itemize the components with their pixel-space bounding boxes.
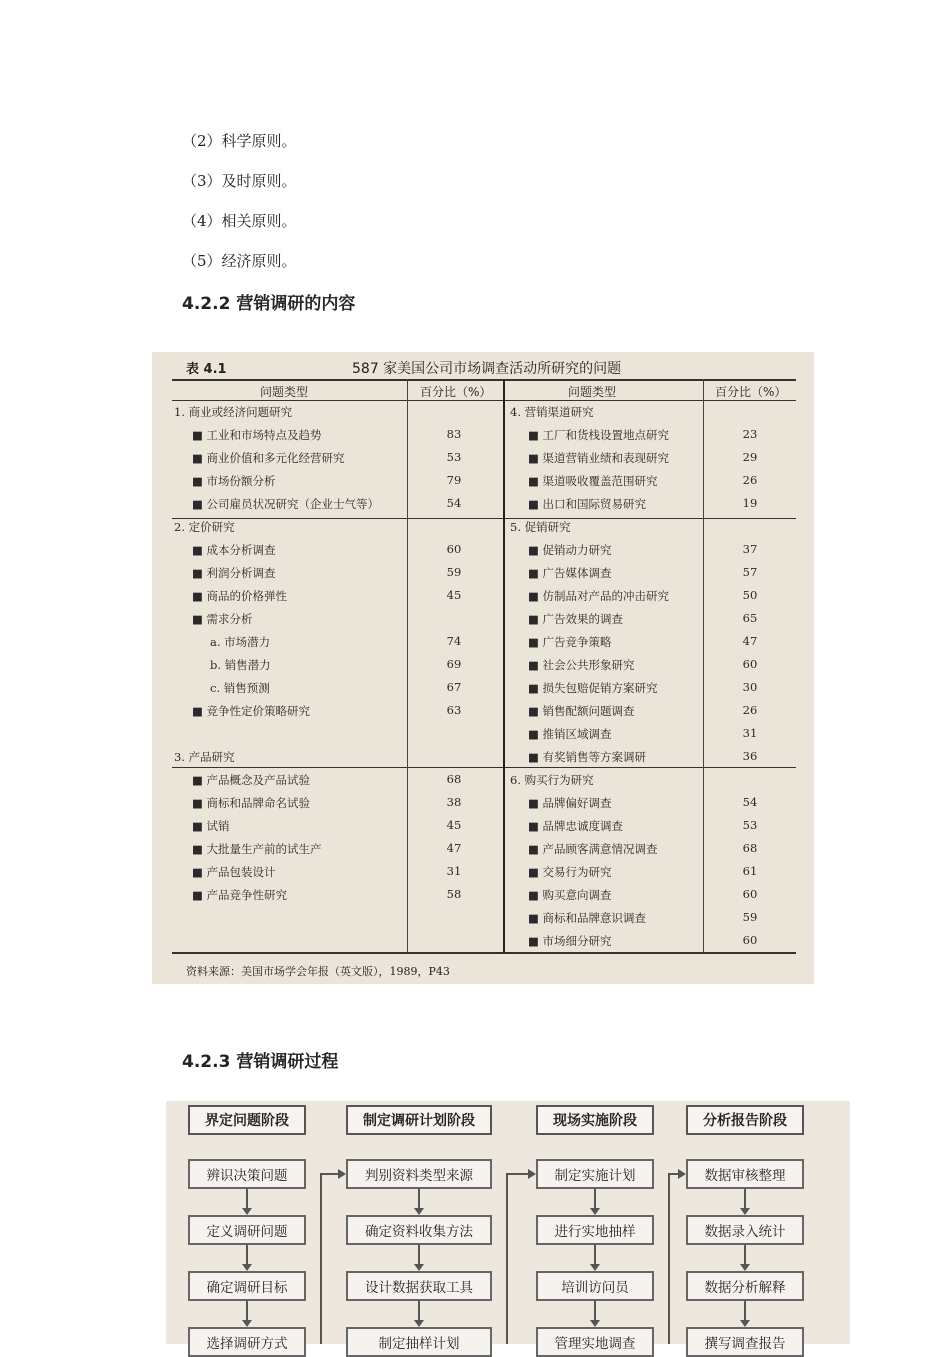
table-row-label: a. 市场潜力	[210, 635, 271, 649]
step-box: 管理实地调查	[536, 1327, 654, 1357]
table-row-label: ■ 工厂和货栈设置地点研究	[528, 428, 670, 442]
down-arrow	[744, 1245, 746, 1269]
table-row-value: 36	[742, 749, 758, 763]
stage-box: 制定调研计划阶段	[346, 1105, 492, 1135]
down-arrow	[594, 1245, 596, 1269]
table-row-label: ■ 有奖销售等方案调研	[528, 750, 647, 764]
table-row-label: ■ 购买意向调查	[528, 888, 612, 902]
table-row-value: 79	[446, 473, 462, 487]
arrow-head-icon	[528, 1169, 536, 1179]
table-row-label: ■ 仿制品对产品的冲击研究	[528, 589, 670, 603]
table-row-value: 68	[446, 772, 462, 786]
table-row-label: ■ 损失包赔促销方案研究	[528, 681, 658, 695]
step-box: 制定抽样计划	[346, 1327, 492, 1357]
research-topics-table-image	[152, 352, 814, 984]
table-row-label: ■ 大批量生产前的试生产	[192, 842, 322, 856]
down-arrow	[418, 1189, 420, 1213]
research-process-flowchart-image	[166, 1101, 850, 1352]
connector-line	[506, 1173, 530, 1344]
table-row-label: ■ 渠道营销业绩和表现研究	[528, 451, 670, 465]
table-row-value: 60	[446, 542, 462, 556]
table-row-label: ■ 产品概念及产品试验	[192, 773, 311, 787]
step-box: 判别资料类型来源	[346, 1159, 492, 1189]
table-row-value: 58	[446, 887, 462, 901]
header-type-left: 问题类型	[260, 385, 309, 399]
down-arrow	[246, 1245, 248, 1269]
header-pct-right: 百分比（%）	[715, 385, 787, 399]
arrow-head-icon	[338, 1169, 346, 1179]
table-row-value: 31	[742, 726, 758, 740]
table-row-label: ■ 商标和品牌意识调查	[528, 911, 647, 925]
table-row-label: ■ 产品竞争性研究	[192, 888, 288, 902]
table-row-label: ■ 广告效果的调查	[528, 612, 624, 626]
down-arrow	[594, 1301, 596, 1325]
arrow-head-icon	[678, 1169, 686, 1179]
table-source: 资料来源：美国市场学会年报（英文版），1989，P43	[186, 965, 450, 978]
table-row-value: 54	[742, 795, 758, 809]
paragraph-relevant: （4）相关原则。	[182, 212, 297, 230]
step-box: 制定实施计划	[536, 1159, 654, 1189]
table-row-value: 50	[742, 588, 758, 602]
connector-line	[668, 1173, 680, 1344]
down-arrow	[246, 1301, 248, 1325]
table-row-value: 26	[742, 473, 758, 487]
table-row-label: ■ 商品的价格弹性	[192, 589, 288, 603]
step-box: 培训访问员	[536, 1271, 654, 1301]
table-row-label: ■ 品牌忠诚度调查	[528, 819, 624, 833]
table-row-label: ■ 产品包装设计	[192, 865, 276, 879]
table-row-label: ■ 需求分析	[192, 612, 253, 626]
table-row-value: 53	[742, 818, 758, 832]
header-type-right: 问题类型	[568, 385, 617, 399]
table-row-value: 83	[446, 427, 462, 441]
table-category: 6. 购买行为研究	[510, 773, 594, 787]
table-row-value: 45	[446, 588, 462, 602]
table-row-value: 53	[446, 450, 462, 464]
step-box: 数据录入统计	[686, 1215, 804, 1245]
table-row-label: ■ 公司雇员状况研究（企业士气等）	[192, 497, 380, 511]
table-title: 587 家美国公司市场调查活动所研究的问题	[352, 361, 622, 377]
table-row-label: ■ 销售配额问题调查	[528, 704, 635, 718]
step-box: 定义调研问题	[188, 1215, 306, 1245]
table-row-value: 69	[446, 657, 462, 671]
stage-box: 现场实施阶段	[536, 1105, 654, 1135]
step-box: 设计数据获取工具	[346, 1271, 492, 1301]
paragraph-timely: （3）及时原则。	[182, 172, 297, 190]
connector-line	[320, 1173, 340, 1344]
table-row-value: 54	[446, 496, 462, 510]
table-row-label: ■ 试销	[192, 819, 230, 833]
paragraph-economic: （5）经济原则。	[182, 252, 297, 270]
table-row-label: ■ 广告竞争策略	[528, 635, 612, 649]
table-category: 2. 定价研究	[174, 520, 235, 534]
table-row-label: ■ 商标和品牌命名试验	[192, 796, 311, 810]
table-row-value: 23	[742, 427, 758, 441]
table-row-label: ■ 利润分析调查	[192, 566, 276, 580]
table-row-value: 38	[446, 795, 462, 809]
table-row-value: 61	[742, 864, 758, 878]
stage-box: 界定问题阶段	[188, 1105, 306, 1135]
table-row-label: ■ 促销动力研究	[528, 543, 612, 557]
table-category: 4. 营销渠道研究	[510, 405, 594, 419]
step-box: 数据审核整理	[686, 1159, 804, 1189]
table-row-value: 37	[742, 542, 758, 556]
table-label: 表 4.1	[186, 362, 227, 377]
table-row-value: 60	[742, 887, 758, 901]
down-arrow	[246, 1189, 248, 1213]
table-row-value: 67	[446, 680, 462, 694]
section-heading-content: 4.2.2 营销调研的内容	[182, 294, 356, 314]
down-arrow	[744, 1301, 746, 1325]
table-row-value: 60	[742, 933, 758, 947]
table-row-value: 30	[742, 680, 758, 694]
table-row-label: ■ 产品顾客满意情况调查	[528, 842, 658, 856]
table-category: 3. 产品研究	[174, 750, 235, 764]
table-row-label: b. 销售潜力	[210, 658, 271, 672]
table-row-value: 65	[742, 611, 758, 625]
step-box: 选择调研方式	[188, 1327, 306, 1357]
header-pct-left: 百分比（%）	[420, 385, 492, 399]
table-row-label: ■ 成本分析调查	[192, 543, 276, 557]
table-row-value: 45	[446, 818, 462, 832]
table-row-value: 63	[446, 703, 462, 717]
table-row-label: ■ 交易行为研究	[528, 865, 612, 879]
table-row-label: ■ 竞争性定价策略研究	[192, 704, 311, 718]
down-arrow	[418, 1245, 420, 1269]
table-row-label: ■ 市场份额分析	[192, 474, 276, 488]
step-box: 撰写调查报告	[686, 1327, 804, 1357]
table-row-value: 47	[446, 841, 462, 855]
table-row-value: 59	[742, 910, 758, 924]
step-box: 确定资料收集方法	[346, 1215, 492, 1245]
table-row-label: ■ 社会公共形象研究	[528, 658, 635, 672]
table-row-label: ■ 商业价值和多元化经营研究	[192, 451, 345, 465]
table-row-label: ■ 渠道吸收覆盖范围研究	[528, 474, 658, 488]
table-row-value: 31	[446, 864, 462, 878]
table-row-value: 47	[742, 634, 758, 648]
table-row-value: 68	[742, 841, 758, 855]
step-box: 数据分析解释	[686, 1271, 804, 1301]
down-arrow	[744, 1189, 746, 1213]
down-arrow	[594, 1189, 596, 1213]
step-box: 进行实地抽样	[536, 1215, 654, 1245]
stage-box: 分析报告阶段	[686, 1105, 804, 1135]
table-row-label: ■ 市场细分研究	[528, 934, 612, 948]
table-row-label: ■ 品牌偏好调查	[528, 796, 612, 810]
step-box: 辨识决策问题	[188, 1159, 306, 1189]
table-row-value: 59	[446, 565, 462, 579]
table-row-value: 26	[742, 703, 758, 717]
table-row-label: ■ 工业和市场特点及趋势	[192, 428, 322, 442]
table-row-value: 57	[742, 565, 758, 579]
table-row-value: 60	[742, 657, 758, 671]
table-category: 5. 促销研究	[510, 520, 571, 534]
down-arrow	[418, 1301, 420, 1325]
table-row-label: c. 销售预测	[210, 681, 270, 695]
table-row-value: 74	[446, 634, 462, 648]
table-row-label: ■ 推销区域调查	[528, 727, 612, 741]
table-row-value: 19	[742, 496, 758, 510]
table-row-label: ■ 广告媒体调查	[528, 566, 612, 580]
section-heading-process: 4.2.3 营销调研过程	[182, 1052, 339, 1072]
paragraph-scientific: （2）科学原则。	[182, 132, 297, 150]
table-category: 1. 商业或经济问题研究	[174, 405, 293, 419]
table-row-value: 29	[742, 450, 758, 464]
table-row-label: ■ 出口和国际贸易研究	[528, 497, 647, 511]
step-box: 确定调研目标	[188, 1271, 306, 1301]
